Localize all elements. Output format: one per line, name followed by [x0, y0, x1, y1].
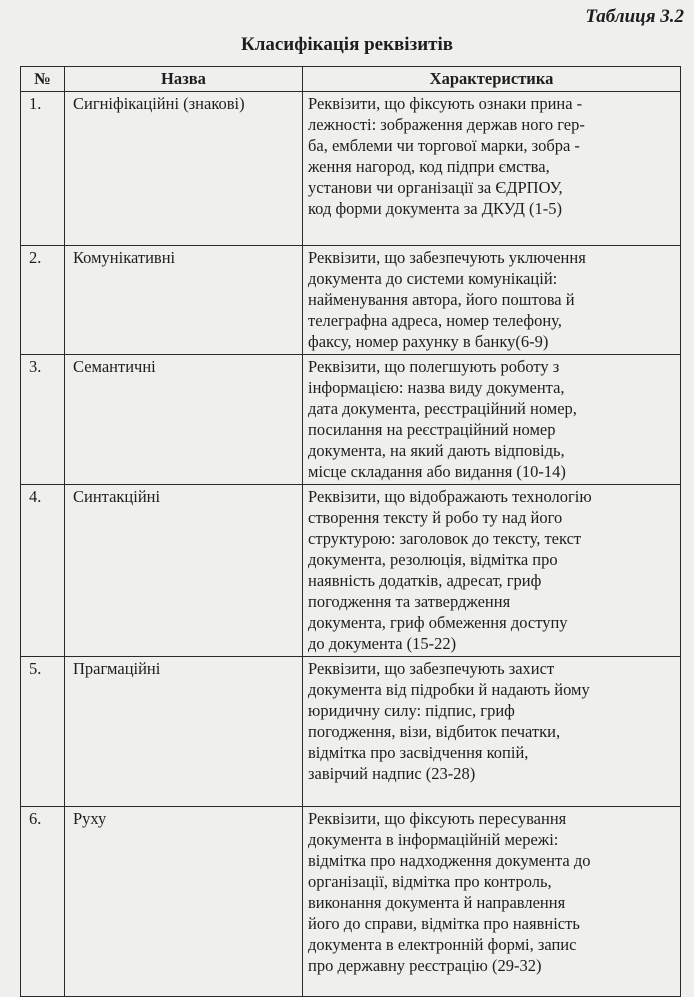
row-number: 4. — [21, 485, 65, 657]
requisites-table — [20, 66, 681, 997]
row-description: Реквізити, що відображають технологію створення тексту й робо ту над його структурою: заголовок до тексту, текст документа, резолюція, відмітка про наявність додатків, адресат, гриф погодження та затвердження документа, гриф обмеження доступу до документа (15-22) — [303, 485, 681, 657]
table-row — [21, 657, 681, 807]
row-description: Реквізити, що полегшують роботу з інформацією: назва виду документа, дата документа, реєстраційний номер, посилання на реєстраційний номер документа, на який дають відповідь, місце складання або видання (10-14) — [303, 355, 681, 485]
row-number: 3. — [21, 355, 65, 485]
table-row — [21, 807, 681, 997]
table-row — [21, 92, 681, 246]
header-name: Назва — [65, 67, 303, 92]
table-row — [21, 485, 681, 657]
row-number: 5. — [21, 657, 65, 807]
table-row — [21, 246, 681, 355]
header-description: Характеристика — [303, 67, 681, 92]
row-name: Синтакційні — [65, 485, 303, 657]
row-number: 1. — [21, 92, 65, 246]
row-name: Семантичні — [65, 355, 303, 485]
row-name: Комунікативні — [65, 246, 303, 355]
row-description: Реквізити, що фіксують пересування документа в інформаційній мережі: відмітка про надходження документа до організації, відмітка про контроль, виконання документа й направлення його до справи, відмітка про наявність документа в електронній формі, запис про державну реєстрацію (29-32) — [303, 807, 681, 997]
row-name: Руху — [65, 807, 303, 997]
table-title: Класифікація реквізитів — [240, 34, 454, 55]
row-description: Реквізити, що забезпечують уключення документа до системи комунікацій: найменування автора, його поштова й телеграфна адреса, номер телефону, факсу, номер рахунку в банку(6-9) — [303, 246, 681, 355]
row-description: Реквізити, що фіксують ознаки прина - лежності: зображення держав ного гер- ба, емблеми чи торгової марки, зобра - ження нагород, код підпри ємства, установи чи організації за ЄДРПОУ, код форми документа за ДКУД (1-5) — [303, 92, 681, 246]
row-number: 6. — [21, 807, 65, 997]
row-number: 2. — [21, 246, 65, 355]
header-number: № — [21, 67, 65, 92]
table-number: Таблиця 3.2 — [585, 6, 684, 27]
table-header-row — [21, 67, 681, 92]
table-row — [21, 355, 681, 485]
row-name: Прагмаційні — [65, 657, 303, 807]
row-name: Сигніфікаційні (знакові) — [65, 92, 303, 246]
row-description: Реквізити, що забезпечують захист документа від підробки й надають йому юридичну силу: підпис, гриф погодження, візи, відбиток печатки, відмітка про засвідчення копій, завірчий надпис (23-28) — [303, 657, 681, 807]
